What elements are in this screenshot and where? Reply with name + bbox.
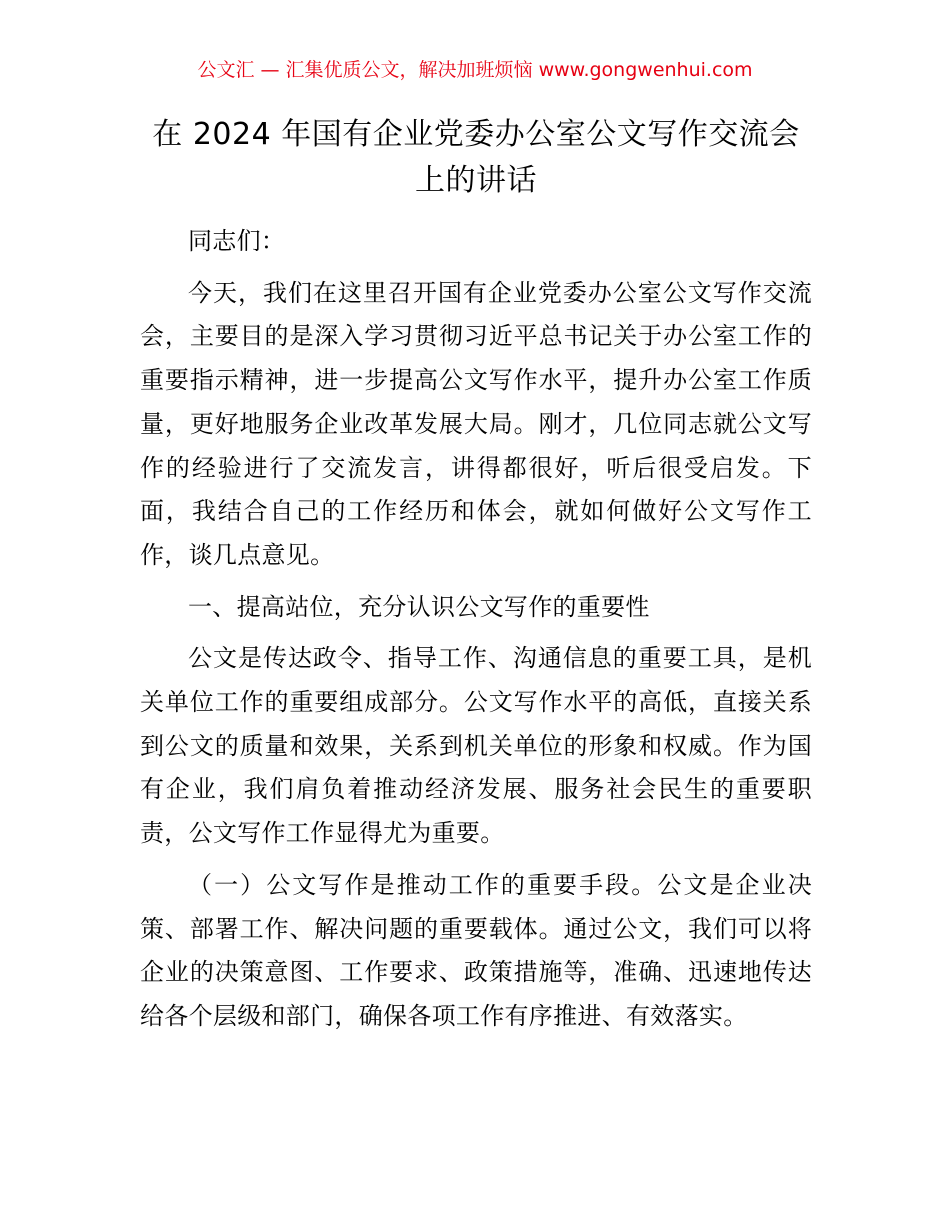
body-paragraph: 公文是传达政令、指导工作、沟通信息的重要工具，是机关单位工作的重要组成部分。公文写作水平的高低，直接关系到公文的质量和效果，关系到机关单位的形象和权威。作为国有企业，我们肩负着推动经济发展、服务社会民生的重要职责，公文写作工作显得尤为重要。 — [140, 644, 812, 848]
body-paragraph: （一）公文写作是推动工作的重要手段。公文是企业决策、部署工作、解决问题的重要载体。通过公文，我们可以将企业的决策意图、工作要求、政策措施等，准确、迅速地传达给各个层级和部门，确保各项工作有序推进、有效落实。 — [140, 870, 812, 1030]
salutation: 同志们： — [188, 227, 286, 255]
document-title: 在 2024 年国有企业党委办公室公文写作交流会上的讲话 — [152, 117, 800, 198]
document-page — [140, 112, 812, 1039]
section-heading: 一、提高站位，充分认识公文写作的重要性 — [188, 592, 650, 621]
body-paragraph: 今天，我们在这里召开国有企业党委办公室公文写作交流会，主要目的是深入学习贯彻习近平总书记关于办公室工作的重要指示精神，进一步提高公文写作水平，提升办公室工作质量，更好地服务企业改革发展大局。刚才，几位同志就公文写作的经验进行了交流发言，讲得都很好，听后很受启发。下面，我结合自己的工作经历和体会，就如何做好公文写作工作，谈几点意见。 — [140, 278, 812, 569]
site-banner: 公文汇 — 汇集优质公文，解决加班烦恼 www.gongwenhui.com — [197, 59, 753, 81]
